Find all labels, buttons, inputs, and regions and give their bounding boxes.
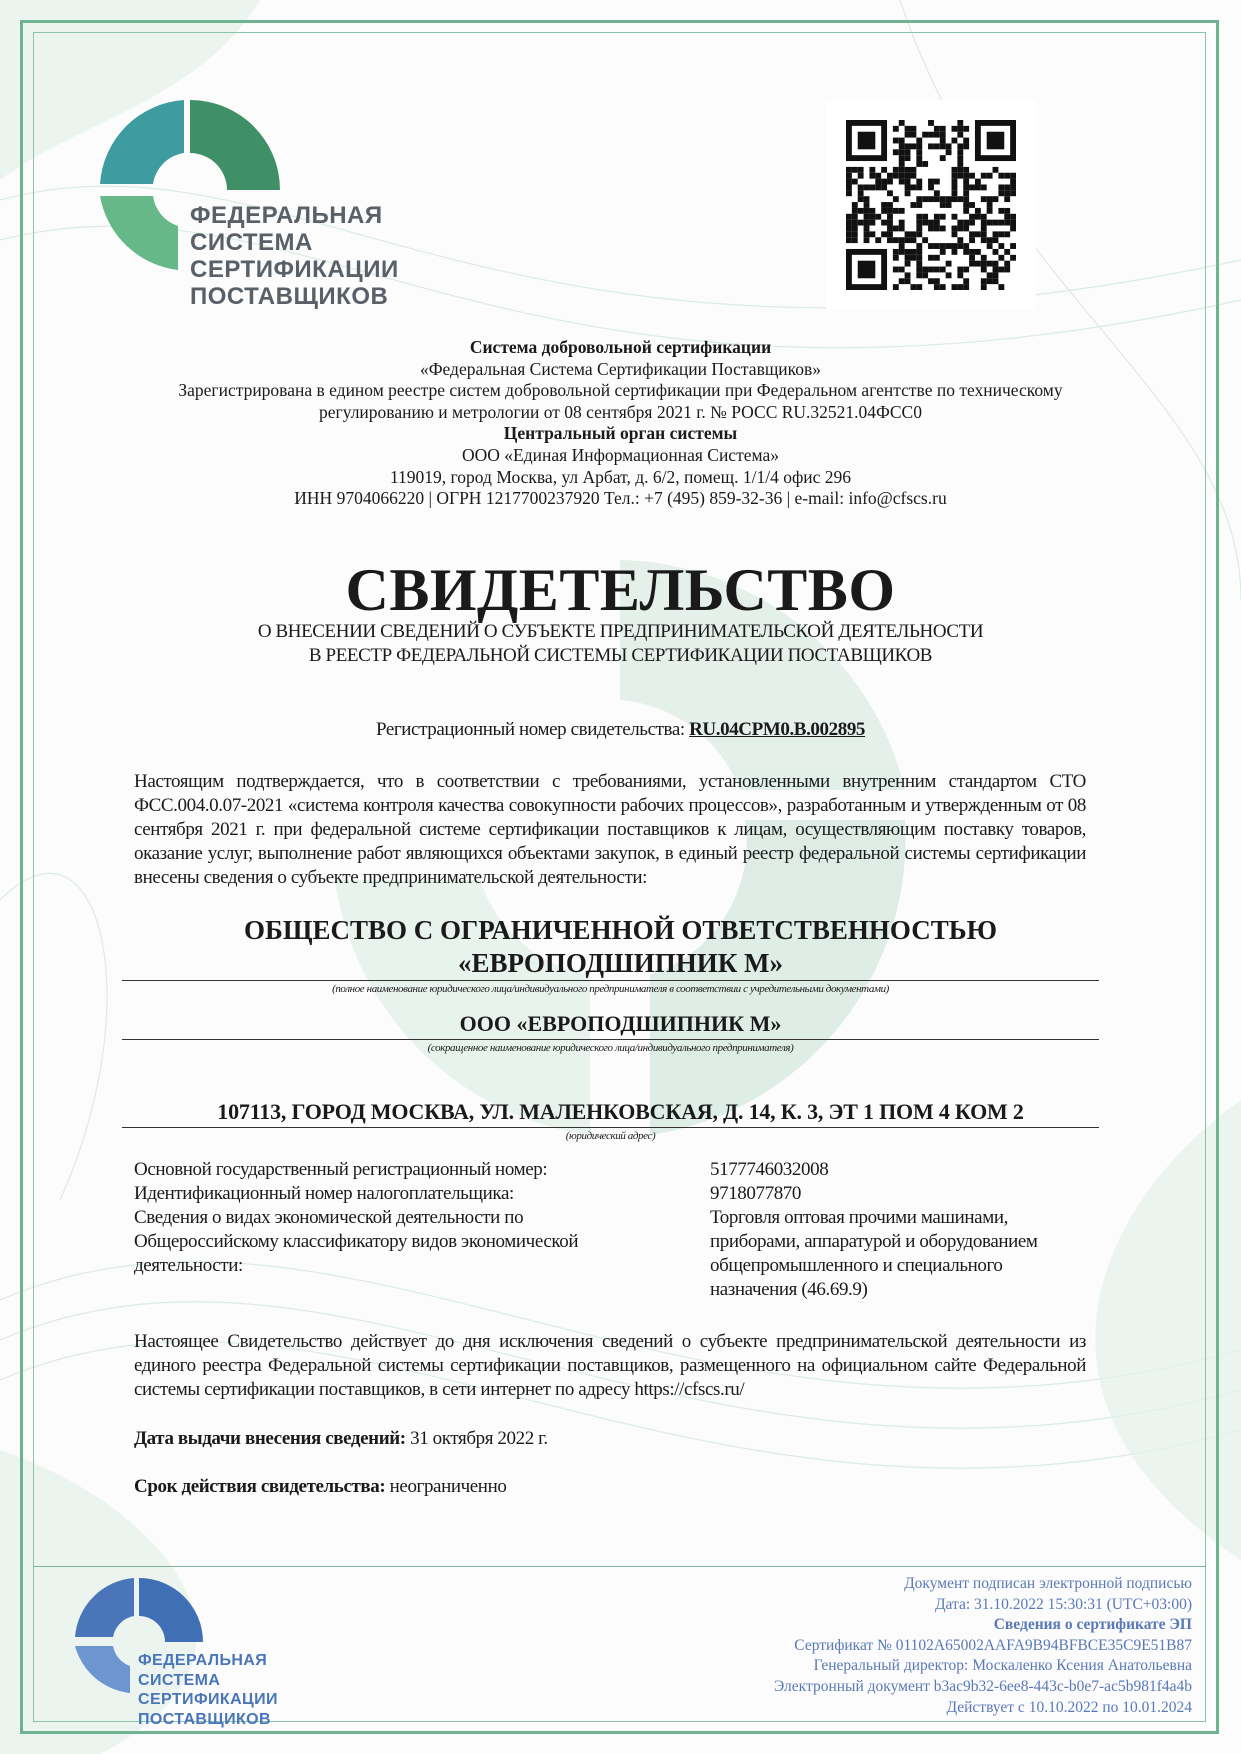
registration-info-2: регулированию и метрологии от 08 сентября 2021 г. № РОСС RU.32521.04ФСС0 xyxy=(319,401,922,422)
qr-code-icon xyxy=(846,120,1016,290)
document-subtitle xyxy=(0,620,1241,668)
registration-number-label: Регистрационный номер свидетельства: xyxy=(375,719,685,740)
central-body-contacts: ИНН 9704066220 | ОГРН 1217700237920 Тел.: +7 (495) 859-32-36 | e-mail: info@cfscs.ru xyxy=(294,488,947,509)
okved-value-line: назначения (46.69.9) xyxy=(710,1279,868,1300)
signature-document-id: Электронный документ b3ac9b32-6ee8-443c-b0e7-ac5b981f4a4b xyxy=(774,1677,1192,1695)
electronic-signature-block xyxy=(632,1574,1192,1718)
issue-date-label: Дата выдачи внесения сведений: xyxy=(134,1428,406,1449)
organization-full-name xyxy=(120,914,1121,980)
central-body-heading: Центральный орган системы xyxy=(503,423,738,444)
footer-divider xyxy=(33,1566,1206,1567)
logo-line: ФЕДЕРАЛЬНАЯ xyxy=(138,1652,268,1669)
signature-validity: Действует с 10.10.2022 по 10.01.2024 xyxy=(946,1698,1192,1716)
issue-date-value: 31 октября 2022 г. xyxy=(410,1428,548,1449)
signature-cert-number: Сертификат № 01102A65002AAFA9B94BFBCE35C9E51B87 xyxy=(794,1636,1192,1654)
logo-line: СЕРТИФИКАЦИИ xyxy=(190,256,399,283)
inn-value: 9718077870 xyxy=(710,1183,802,1204)
logo-line: ФЕДЕРАЛЬНАЯ xyxy=(190,202,383,229)
system-name: Система добровольной сертификации xyxy=(469,337,772,357)
inn-label: Идентификационный номер налогоплательщика: xyxy=(134,1183,514,1204)
logo-line: ПОСТАВЩИКОВ xyxy=(190,283,389,310)
issuer-header xyxy=(120,337,1121,510)
okved-value-line: приборами, аппаратурой и оборудованием xyxy=(710,1231,1038,1252)
registration-number: RU.04CPM0.B.002895 xyxy=(689,719,866,740)
ogrn-label: Основной государственный регистрационный номер: xyxy=(134,1159,548,1180)
okved-value-line: общепромышленного и специального xyxy=(710,1255,1003,1276)
validity-term-value: неограниченно xyxy=(389,1476,507,1497)
validity-paragraph: Настоящее Свидетельство действует до дня исключения сведений о субъекте предпринимательской деятельности из единого реестра Федеральной системы сертификации поставщиков, размещенного на официальном сайте Федеральной системы сертификации поставщиков, в сети интернет по адресу https://cfscs.ru/ xyxy=(134,1331,1086,1400)
legal-address: 107113, ГОРОД МОСКВА, УЛ. МАЛЕНКОВСКАЯ, Д. 14, К. 3, ЭТ 1 ПОМ 4 КОМ 2 xyxy=(217,1099,1024,1124)
fscs-logo-blue-text xyxy=(138,1651,278,1729)
address-caption: (юридический адрес) xyxy=(565,1130,656,1142)
divider xyxy=(122,1039,1099,1040)
okved-label xyxy=(134,1206,614,1278)
okved-label-line: Сведения о видах экономической деятельности по xyxy=(134,1207,524,1228)
system-title: «Федеральная Система Сертификации Поставщиков» xyxy=(419,358,822,379)
intro-paragraph: Настоящим подтверждается, что в соответствии с требованиями, установленными внутренним стандартом СТО ФСС.004.0.07-2021 «система контроля качества совокупности рабочих процессов», разработанным и утвержденным от 08 сентября 2021 г. при федеральной системе сертификации поставщиков к лицам, осуществляющим поставку товаров, оказание услуг, выполнение работ являющихся объектами закупок, в единый реестр федеральной системы сертификации внесены сведения о субъекте предпринимательской деятельности: xyxy=(134,771,1086,888)
divider xyxy=(122,980,1099,981)
organization-short-name: ООО «ЕВРОПОДШИПНИК М» xyxy=(459,1011,782,1036)
short-name-caption: (сокращенное наименование юридического лица/индивидуального предпринимателя) xyxy=(427,1042,794,1054)
logo-line: СИСТЕМА xyxy=(190,229,313,256)
signature-cert-heading: Сведения о сертификате ЭП xyxy=(993,1616,1192,1634)
issue-date-line xyxy=(134,1428,548,1450)
validity-term-line xyxy=(134,1476,506,1498)
central-body-address: 119019, город Москва, ул Арбат, д. 6/2, помещ. 1/1/4 офис 296 xyxy=(389,466,852,487)
central-body-name: ООО «Единая Информационная Система» xyxy=(462,444,779,465)
org-name-line: ОБЩЕСТВО С ОГРАНИЧЕННОЙ ОТВЕТСТВЕННОСТЬЮ xyxy=(244,915,997,945)
divider xyxy=(122,1127,1099,1128)
signature-owner: Генеральный директор: Москаленко Ксения Анатольевна xyxy=(813,1657,1192,1675)
ogrn-value: 5177746032008 xyxy=(710,1159,829,1180)
document-title: СВИДЕТЕЛЬСТВО xyxy=(345,557,896,623)
okved-value-line: Торговля оптовая прочими машинами, xyxy=(710,1207,1008,1228)
okved-value xyxy=(710,1206,1070,1302)
validity-term-label: Срок действия свидетельства: xyxy=(134,1476,386,1497)
registration-number-line xyxy=(0,719,1241,741)
org-name-line: «ЕВРОПОДШИПНИК М» xyxy=(457,948,784,978)
qr-code xyxy=(826,100,1036,310)
okved-label-line: деятельности: xyxy=(134,1255,243,1276)
full-name-caption: (полное наименование юридического лица/индивидуального предпринимателя в соответствии с учредительными документами) xyxy=(332,983,889,995)
okved-label-line: Общероссийскому классификатору видов экономической xyxy=(134,1231,579,1252)
subtitle-line: О ВНЕСЕНИИ СВЕДЕНИЙ О СУБЪЕКТЕ ПРЕДПРИНИМАТЕЛЬСКОЙ ДЕЯТЕЛЬНОСТИ xyxy=(257,621,984,642)
fscs-logo-text xyxy=(190,202,399,310)
logo-line: СИСТЕМА xyxy=(138,1671,221,1689)
signature-line: Документ подписан электронной подписью xyxy=(904,1575,1192,1592)
subtitle-line: В РЕЕСТР ФЕДЕРАЛЬНОЙ СИСТЕМЫ СЕРТИФИКАЦИИ ПОСТАВЩИКОВ xyxy=(308,645,933,666)
signature-date: Дата: 31.10.2022 15:30:31 (UTC+03:00) xyxy=(934,1595,1192,1613)
logo-line: СЕРТИФИКАЦИИ xyxy=(138,1691,278,1708)
registration-info: Зарегистрирована в едином реестре систем добровольной сертификации при Федеральном агентстве по техническому xyxy=(178,380,1063,401)
logo-line: ПОСТАВЩИКОВ xyxy=(138,1710,271,1728)
